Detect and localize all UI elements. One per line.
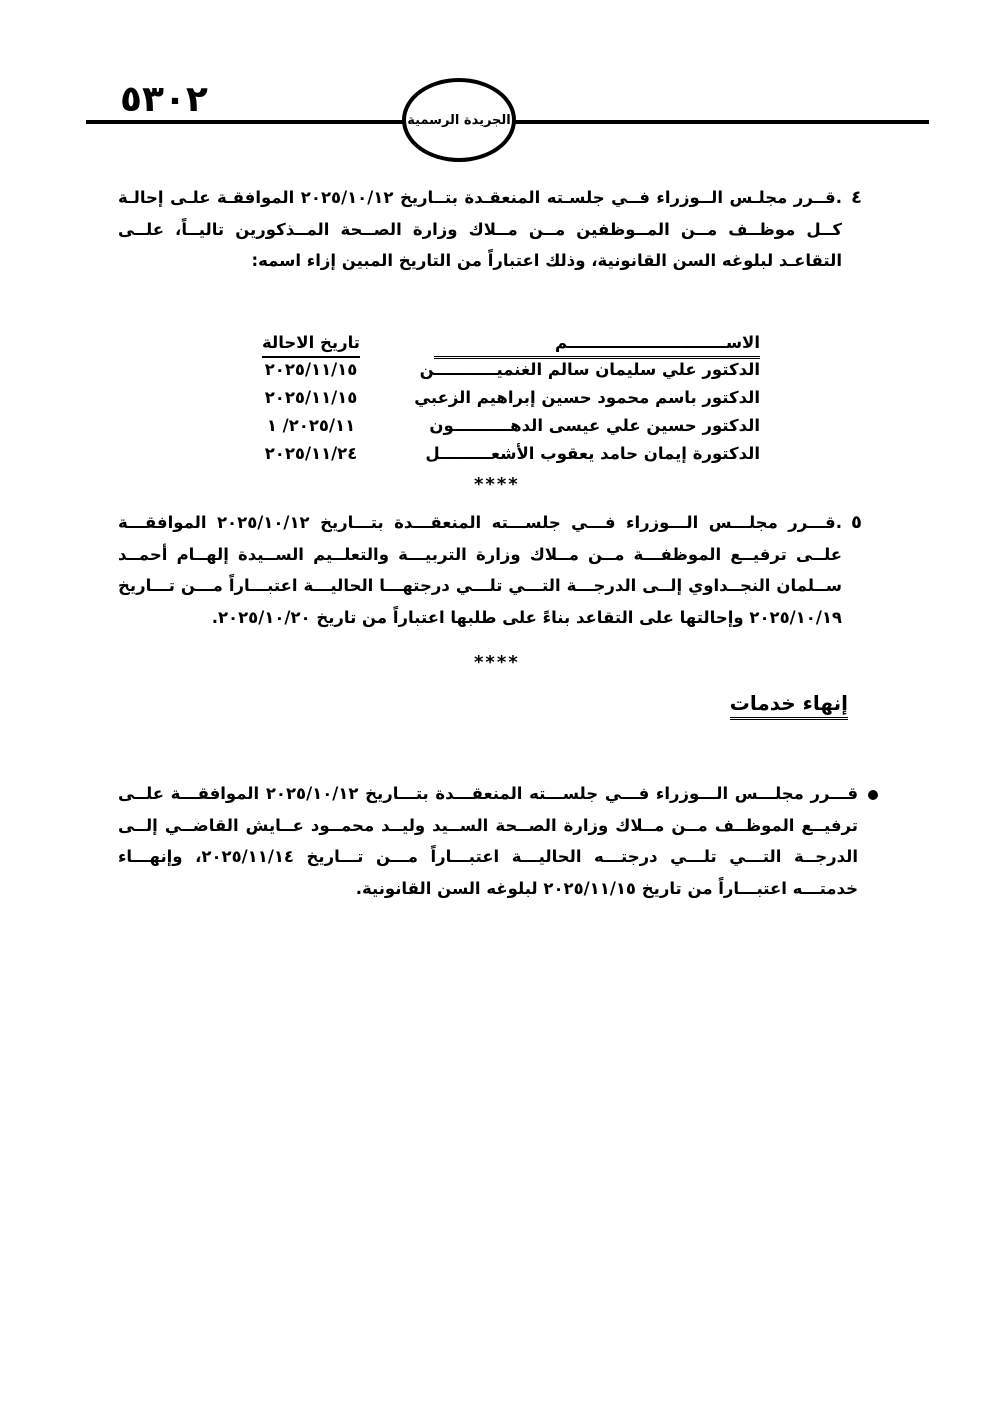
item-4-number: ٤ — [851, 187, 862, 208]
separator-stars: **** — [474, 652, 520, 673]
item-6-text: قـــرر مجلـــس الـــوزراء فـــي جلســـته المنعقـــدة بتـــاريخ ٢٠٢٥/١٠/١٢ الموافقـــة علــى ترفيــع الموظــف مــن مــلاك وزارة الصــحة الســيد وليــد محمــود عــايش القاضــي إلــى الدرجــة التـــي تلـــي درجتـــه الحاليـــة اعتبـــاراً مـــن تـــاريخ ٢٠٢٥/١١/١٤، وإنهـــاء خدمتـــه اعتبـــاراً من تاريخ ٢٠٢٥/١١/١٥ لبلوغه السن القانونية. — [118, 784, 859, 898]
section-title: إنهاء خدمات — [730, 690, 848, 720]
table-row-date: ٢٠٢٥/١١/١٥ — [264, 360, 358, 379]
publication-name: الجريدة الرسمية — [407, 112, 511, 128]
table-row-name: الدكتور باسم محمود حسين إبراهيم الزعبي — [414, 388, 760, 407]
table-row-name: الدكتورة إيمان حامد يعقوب الأشعـــــــــل — [425, 444, 760, 463]
item-5-text: .قـــرر مجلـــس الـــوزراء فـــي جلســـته المنعقـــدة بتـــاريخ ٢٠٢٥/١٠/١٢ الموافقـــة علــى ترفيــع الموظفـــة مــن مــلاك وزارة التربيـــة والتعلــيم الســيدة إلهــام أحمــد ســلمان النجــداوي إلــى الدرجـــة التـــي تلـــي درجتهـــا الحاليـــة اعتبـــاراً مـــن تـــاريخ ٢٠٢٥/١٠/١٩ وإحالتها على التقاعد بناءً على طلبها اعتباراً من تاريخ ٢٠٢٥/١٠/٢٠. — [118, 513, 842, 627]
table-row-name: الدكتور علي سليمان سالم الغنميـــــــــــن — [419, 360, 760, 379]
table-row-date: ٢٠٢٥/١١/١٥ — [264, 388, 358, 407]
retirement-table-header-date: تاريخ الاحالة — [262, 330, 360, 358]
page-number: ٥٣٠٢ — [120, 79, 208, 120]
item-5-paragraph — [118, 507, 862, 633]
item-5-number: ٥ — [851, 512, 862, 533]
item-6-paragraph — [118, 778, 858, 904]
bullet-icon — [868, 790, 878, 800]
item-4-paragraph — [118, 182, 862, 277]
table-row-date: ٢٠٢٥/١١/ ١ — [266, 416, 356, 435]
publication-oval — [402, 78, 516, 162]
separator-stars: **** — [474, 474, 520, 495]
table-row-date: ٢٠٢٥/١١/٢٤ — [264, 444, 358, 463]
retirement-table-header-name: الاســــــــــــــــــــــــــــم — [434, 330, 760, 359]
item-4-text: .قــرر مجلـس الــوزراء فــي جلسـته المنعقـدة بتــاريخ ٢٠٢٥/١٠/١٢ الموافقـة علـى إحالـة كــل موظــف مــن المــوظفين مــن مــلاك وزارة الصــحة المــذكورين تاليــاً، علــى التقاعـد لبلوغه السن القانونية، وذلك اعتباراً من التاريخ المبين إزاء اسمه: — [118, 188, 842, 270]
table-row-name: الدكتور حسين علي عيسى الدهــــــــــون — [429, 416, 760, 435]
